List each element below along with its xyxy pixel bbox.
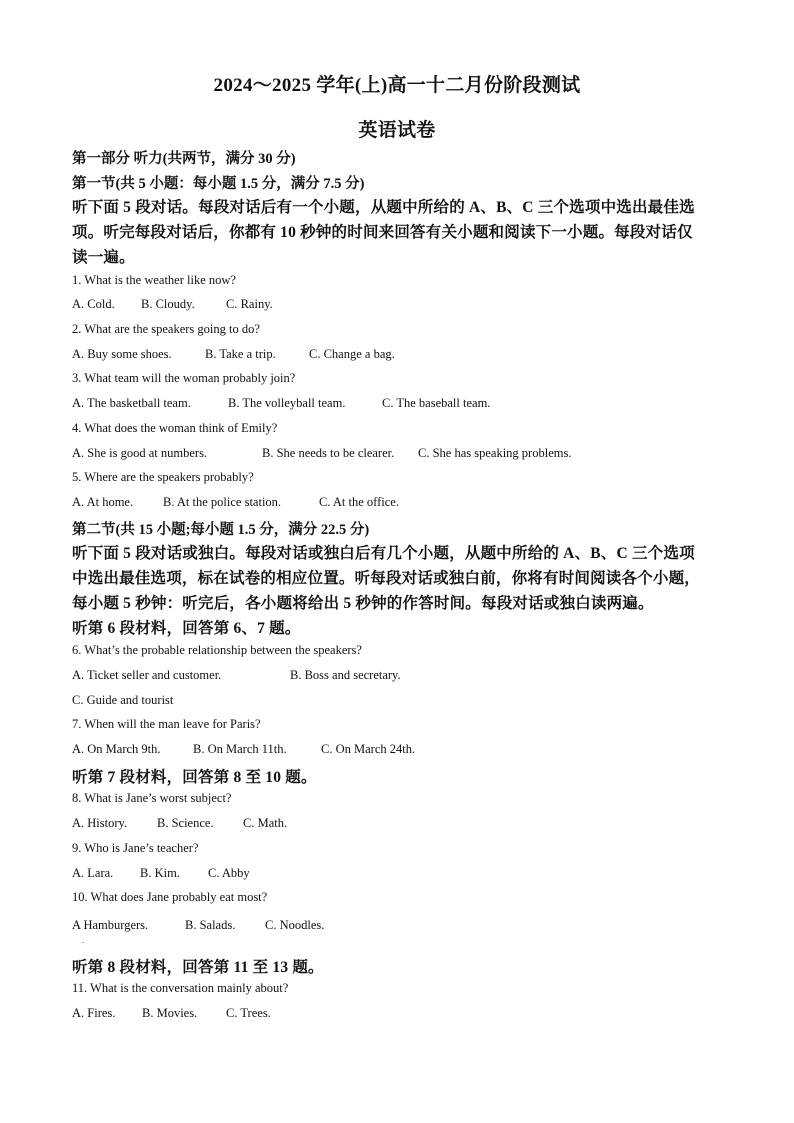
- question-8-option-b[interactable]: B. Science.: [157, 816, 214, 830]
- question-7-option-a[interactable]: A. On March 9th.: [72, 742, 161, 756]
- question-5-option-b[interactable]: B. At the police station.: [163, 495, 282, 509]
- question-3-option-b[interactable]: B. The volleyball team.: [228, 396, 346, 410]
- question-8: 8. What is Jane’s worst subject?: [72, 791, 232, 805]
- question-1-option-c[interactable]: C. Rainy.: [226, 297, 273, 311]
- question-9: 9. Who is Jane’s teacher?: [72, 841, 199, 855]
- question-9-option-b[interactable]: B. Kim.: [140, 866, 180, 880]
- question-7-option-c[interactable]: C. On March 24th.: [321, 742, 416, 756]
- question-9-option-a[interactable]: A. Lara.: [72, 866, 114, 880]
- question-10-option-c[interactable]: C. Noodles.: [265, 918, 325, 932]
- question-8-option-a[interactable]: A. History.: [72, 816, 128, 830]
- question-6: 6. What’s the probable relationship between the speakers?: [72, 643, 362, 657]
- question-2-option-c[interactable]: C. Change a bag.: [309, 347, 395, 361]
- section1-instruction-line: 听下面 5 段对话。每段对话后有一个小题，从题中所给的 A、B、C 三个选项中选出最佳选: [72, 199, 695, 216]
- section2-instruction-line: 中选出最佳选项，标在试卷的相应位置。听每段对话或独白前，你将有时间阅读各个小题，: [72, 570, 701, 587]
- question-11-option-c[interactable]: C. Trees.: [226, 1006, 271, 1020]
- exam-title: 2024～2025 学年(上)高一十二月份阶段测试: [213, 75, 581, 96]
- question-9-option-c[interactable]: C. Abby: [208, 866, 250, 880]
- question-11-option-b[interactable]: B. Movies.: [142, 1006, 198, 1020]
- section2-instruction-line: 每小题 5 秒钟：听完后，各小题将给出 5 秒钟的作答时间。每段对话或独白读两遍。: [72, 595, 654, 612]
- question-1-option-b[interactable]: B. Cloudy.: [141, 297, 195, 311]
- question-6-option-c[interactable]: C. Guide and tourist: [72, 693, 174, 707]
- question-5: 5. Where are the speakers probably?: [72, 470, 254, 484]
- section1-instruction-line: 项。听完每段对话后，你都有 10 秒钟的时间来回答有关小题和阅读下一小题。每段对话仅: [72, 224, 693, 241]
- question-1: 1. What is the weather like now?: [72, 273, 236, 287]
- question-2: 2. What are the speakers going to do?: [72, 322, 260, 336]
- question-3: 3. What team will the woman probably join?: [72, 371, 296, 385]
- question-2-option-b[interactable]: B. Take a trip.: [205, 347, 276, 361]
- question-7: 7. When will the man leave for Paris?: [72, 717, 261, 731]
- question-3-option-a[interactable]: A. The basketball team.: [72, 396, 191, 410]
- material-8-label: 听第 8 段材料，回答第 11 至 13 题。: [72, 959, 324, 976]
- question-10: 10. What does Jane probably eat most?: [72, 890, 268, 904]
- part1-title: 第一部分 听力(共两节，满分 30 分): [72, 151, 296, 167]
- section1-instruction-line: 读一遍。: [72, 249, 135, 266]
- question-2-option-a[interactable]: A. Buy some shoes.: [72, 347, 172, 361]
- question-4-option-a[interactable]: A. She is good at numbers.: [72, 446, 208, 460]
- question-8-option-c[interactable]: C. Math.: [243, 816, 288, 830]
- question-7-option-b[interactable]: B. On March 11th.: [193, 742, 287, 756]
- section1-title: 第一节(共 5 小题：每小题 1.5 分，满分 7.5 分): [72, 176, 365, 192]
- question-6-option-a[interactable]: A. Ticket seller and customer.: [72, 668, 222, 682]
- section2-instruction-line: 听下面 5 段对话或独白。每段对话或独白后有几个小题，从题中所给的 A、B、C 三个选项: [72, 545, 695, 562]
- question-11-option-a[interactable]: A. Fires.: [72, 1006, 116, 1020]
- question-11: 11. What is the conversation mainly about?: [72, 981, 289, 995]
- exam-subtitle: 英语试卷: [358, 120, 436, 141]
- question-10-option-b[interactable]: B. Salads.: [185, 918, 236, 932]
- question-3-option-c[interactable]: C. The baseball team.: [382, 396, 491, 410]
- material-6-label: 听第 6 段材料，回答第 6、7 题。: [72, 620, 301, 637]
- question-5-option-a[interactable]: A. At home.: [72, 495, 134, 509]
- question-10-option-a[interactable]: A Hamburgers.: [72, 918, 149, 932]
- stray-mark: .: [82, 936, 84, 945]
- question-5-option-c[interactable]: C. At the office.: [319, 495, 399, 509]
- question-1-option-a[interactable]: A. Cold.: [72, 297, 115, 311]
- question-4-option-c[interactable]: C. She has speaking problems.: [418, 446, 572, 460]
- question-4-option-b[interactable]: B. She needs to be clearer.: [262, 446, 395, 460]
- material-7-label: 听第 7 段材料，回答第 8 至 10 题。: [72, 769, 317, 786]
- section2-title: 第二节(共 15 小题;每小题 1.5 分，满分 22.5 分): [72, 522, 370, 538]
- question-6-option-b[interactable]: B. Boss and secretary.: [290, 668, 401, 682]
- question-4: 4. What does the woman think of Emily?: [72, 421, 278, 435]
